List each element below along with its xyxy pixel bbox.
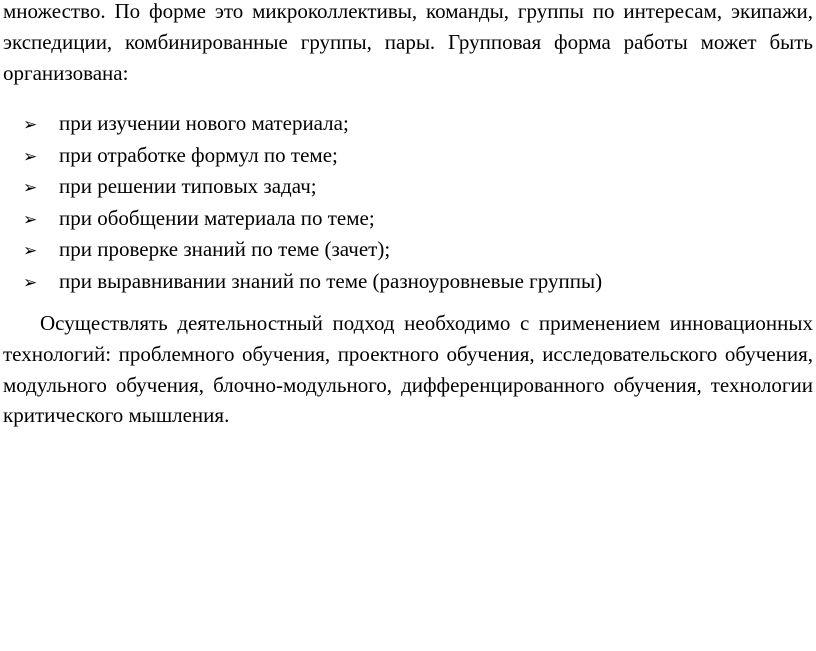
bullet-list xyxy=(23,108,602,297)
arrowhead-bullet-icon: ➢ xyxy=(23,272,38,293)
list-item-text: при решении типовых задач; xyxy=(59,174,317,198)
list-item xyxy=(23,108,602,140)
list-item-text: при обобщении материала по теме; xyxy=(59,205,375,230)
closing-paragraph: Осуществлять деятельностный подход необходимо с применением инновационных технологий: проблемного обучения, проектного обучения, исследовательского обучения, модульного обучения, блочно-модульного, дифференцированного обучения, технологии критического мышления. xyxy=(3,311,813,428)
list-item xyxy=(23,266,602,298)
list-item xyxy=(23,171,602,203)
list-item xyxy=(23,140,602,172)
intro-paragraph: множество. По форме это микроколлективы, команды, группы по интересам, экипажи, экспедиции, комбинированные группы, пары. Групповая форма работы может быть организована: xyxy=(3,0,813,85)
arrowhead-bullet-icon: ➢ xyxy=(23,115,38,135)
arrowhead-bullet-icon: ➢ xyxy=(23,146,38,167)
arrowhead-bullet-icon: ➢ xyxy=(23,209,38,230)
list-item xyxy=(23,234,602,266)
list-item-text: при выравнивании знаний по теме (разноуровневые группы) xyxy=(59,268,603,293)
list-item-text: при отработке формул по теме; xyxy=(59,142,338,167)
arrowhead-bullet-icon: ➢ xyxy=(23,178,38,198)
arrowhead-bullet-icon: ➢ xyxy=(23,241,38,261)
list-item-text: при изучении нового материала; xyxy=(59,111,349,135)
list-item-text: при проверке знаний по теме (зачет); xyxy=(59,237,391,261)
list-item xyxy=(23,203,602,235)
